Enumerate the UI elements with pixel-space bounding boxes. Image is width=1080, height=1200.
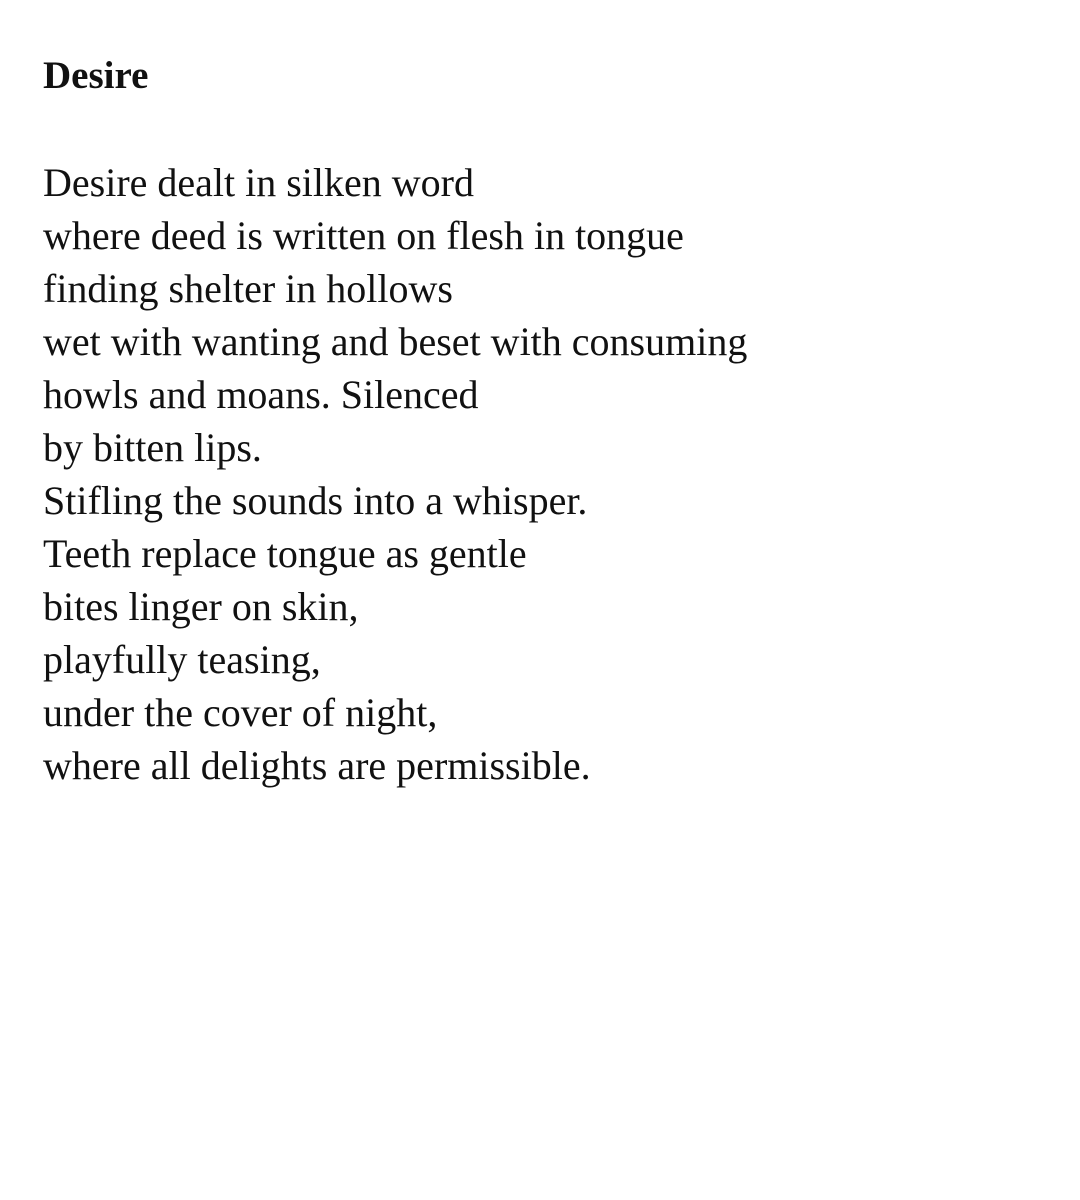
poem-line: under the cover of night, [43, 690, 438, 735]
poem-line: where deed is written on flesh in tongue [43, 213, 684, 258]
poem-line: Teeth replace tongue as gentle [43, 531, 527, 576]
poem-line: by bitten lips. [43, 425, 262, 470]
poem-line: Desire dealt in silken word [43, 160, 474, 205]
poem-line: bites linger on skin, [43, 584, 359, 629]
poem-line: howls and moans. Silenced [43, 372, 479, 417]
poem-body [43, 156, 1043, 792]
poem-line: where all delights are permissible. [43, 743, 591, 788]
poem-line: playfully teasing, [43, 637, 321, 682]
poem-title: Desire [43, 54, 149, 97]
poem-line: wet with wanting and beset with consuming [43, 319, 748, 364]
poem-page [43, 50, 1043, 792]
poem-line: finding shelter in hollows [43, 266, 453, 311]
poem-line: Stifling the sounds into a whisper. [43, 478, 588, 523]
